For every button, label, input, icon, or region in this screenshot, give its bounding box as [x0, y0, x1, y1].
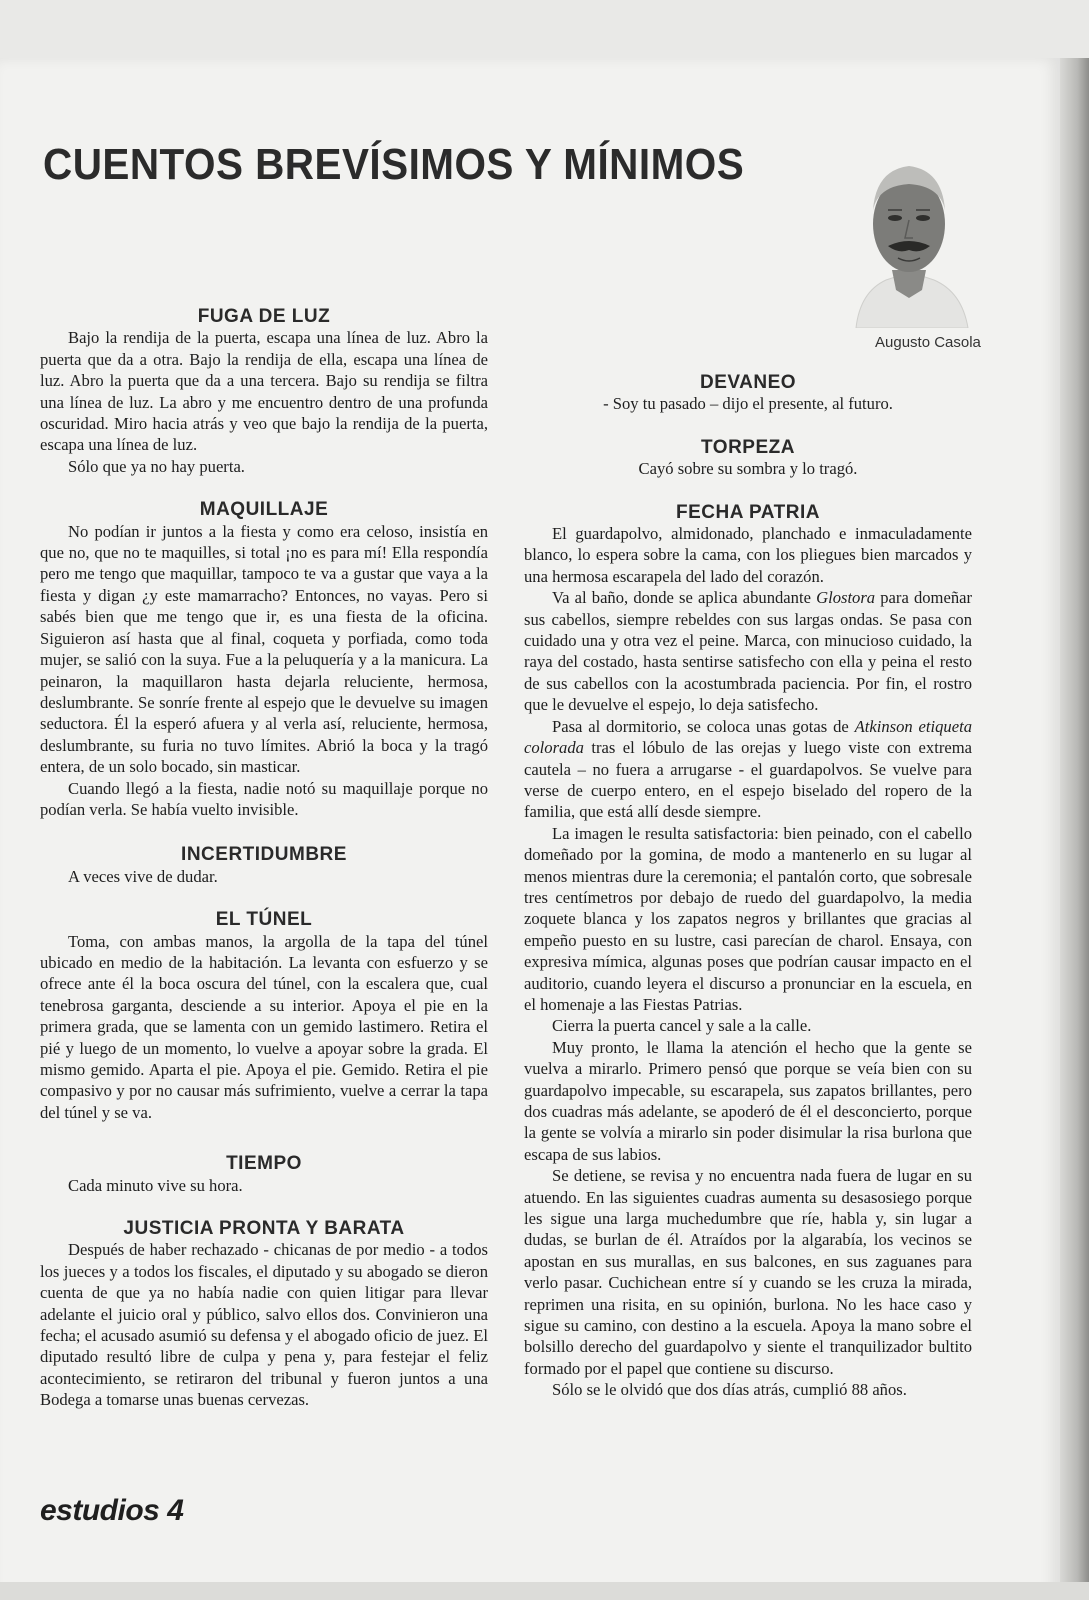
heading-fuga-de-luz: FUGA DE LUZ	[197, 306, 331, 327]
author-caption: Augusto Casola	[875, 334, 981, 351]
heading-devaneo: DEVANEO	[699, 372, 797, 393]
fecha-p2-start: Va al baño, donde se aplica abundante	[552, 588, 817, 608]
heading-tiempo: TIEMPO	[226, 1153, 302, 1175]
heading-fecha-patria: FECHA PATRIA	[676, 501, 820, 523]
heading-torpeza: TORPEZA	[701, 436, 795, 458]
incertidumbre-paragraph: A veces vive de dudar.	[68, 866, 218, 886]
fecha-paragraph-1: El guardapolvo, almidonado, planchado e inmaculadamente blanco, lo espera sobre la cama, con los pliegues bien marcados y una hermosa escarapela del lado del corazón.	[524, 524, 972, 586]
scan-bottom-margin	[0, 1582, 1089, 1600]
fecha-paragraph-2	[524, 587, 972, 715]
fecha-p3-start: Pasa al dormitorio, se coloca unas gotas de	[552, 716, 855, 736]
fecha-p3-end: tras el lóbulo de las orejas y luego viste con extrema cautela – no fuera a arrugarse - el guardapolvos. Se vuelve para verse de cuerpo entero, en el espejo biselado del ropero de la familia, que está allí desde siempre.	[524, 738, 972, 822]
fecha-paragraph-5: Cierra la puerta cancel y sale a la calle.	[552, 1016, 812, 1036]
fecha-p2-end: para domeñar sus cabellos, siempre rebeldes con sus largas ondas. Se pasa con cuidado una y otra vez el peine. Marca, con minucioso cuidado, la raya del costado, hasta sentirse satisfecho con ella y peina el resto de sus cabellos con la acostumbrada paciencia. Por fin, el rostro que le devuelve el espejo, lo deja satisfecho.	[524, 588, 973, 715]
fecha-paragraph-8: Sólo se le olvidó que dos días atrás, cumplió 88 años.	[552, 1380, 907, 1400]
fecha-paragraph-4: La imagen le resulta satisfactoria: bien peinado, con el cabello domeñado por la gomina, de modo a mantenerlo en su lugar al menos mientras dure la ceremonia; el pantalón corto, que sobresale tres centímetros por debajo de ruedo del guardapolvo, la media zoquete blanca y los zapatos negros y brillantes que gracias al empeño puesto en su lustre, casi parecían de charol. Ensaya, con expresiva mímica, algunas poses que podrían causar impacto en el auditorio, cuando leyera el discurso a pronunciar en la escuela, en el homenaje a las Fiestas Patrias.	[524, 823, 972, 1014]
left-column	[40, 306, 488, 1411]
justicia-paragraph: Después de haber rechazado - chicanas de por medio - a todos los jueces y a todos los fiscales, el diputado y su abogado se dieron cuenta de que ya no había nadie con quien litigar para llevar adelante el juicio oral y público, salvo ellos dos. Convinieron una fecha; el acusado asumió su defensa y el abogado oficio de juez. El diputado resultó libre de culpa y pena y, para festejar el feliz acontecimiento, se retiraron del tribunal y fueron juntos a una Bodega a tomarse unas buenas cervezas.	[40, 1240, 488, 1410]
fuga-paragraph-1: Bajo la rendija de la puerta, escapa una línea de luz. Abro la puerta que da a otra. Bajo la rendija de ella, escapa una línea de luz. Abro la puerta que da a una tercera. Bajo su rendija se filtra una línea de luz. La abro y me encuentro dentro de una profunda oscuridad. Miro hacia atrás y veo que bajo la rendija de la puerta, escapa una línea de luz.	[40, 328, 488, 455]
maquillaje-paragraph-1: No podían ir juntos a la fiesta y como era celoso, insistía en que no, que no te maquilles, si total ¡no es para mí! Ella respondía pero me tengo que maquillar, tampoco te va a gustar que vaya a la fiesta y digan ¿y este mamarracho? Entonces, no vayas. Pero si sabés bien que me tengo que ir, es una fiesta de la oficina. Siguieron así hasta que al final, coqueta y porfiada, como toda mujer, se salió con la suya. Fue a la peluquería y a la manicura. La peinaron, la maquillaron hasta dejarla reluciente, hermosa, deslumbrante. Se sonríe frente al espejo que le devuelve su imagen seductora. Él la esperó afuera y al verla así, reluciente, hermosa, deslumbrante, su furia no tuvo límites. Abrió la boca y la tragó entera, de un solo bocado, sin masticar.	[40, 521, 488, 777]
right-column	[524, 372, 972, 1401]
page-edge-shadow	[1060, 58, 1089, 1600]
heading-el-tunel: EL TÚNEL	[215, 909, 313, 931]
heading-maquillaje: MAQUILLAJE	[199, 499, 329, 521]
fuga-paragraph-2: Sólo que ya no hay puerta.	[68, 456, 245, 476]
fecha-paragraph-3	[524, 716, 972, 823]
fecha-paragraph-7: Se detiene, se revisa y no encuentra nada fuera de lugar en su atuendo. En las siguientes cuadras aumenta su desasosiego porque les sigue una larga muchedumbre que ríe, habla y, sin lugar a dudas, se burlan de él. Atraídos por la algarabía, los vecinos se apostan en sus murallas, en sus balcones, en sus zaguanes para verlo pasar. Cuchichean entre sí y cuando se les cruza la mirada, reprimen una risita, en su opinión, burlona. No les hace caso y sigue su camino, con destino a la escuela. Apoya la mano sobre el bolsillo derecho del guardapolvo y siente el tranquilizador bultito formado por el papel que contiene su discurso.	[524, 1166, 972, 1378]
heading-incertidumbre: INCERTIDUMBRE	[181, 844, 347, 866]
atkinson-brand: Atkinson etiqueta colorada	[524, 716, 973, 758]
heading-justicia: JUSTICIA PRONTA Y BARATA	[123, 1218, 405, 1240]
tunel-paragraph: Toma, con ambas manos, la argolla de la tapa del túnel ubicado en medio de la habitación. La levanta con esfuerzo y se ofrece ante él la boca oscura del túnel, con la escalera que, cual tenebrosa garganta, desciende a su interior. Apoya el pie en la primera grada, que se lamenta con un gemido lastimero. Retira el pié y luego de un momento, lo vuelve a apoyar sobre la grada. El mismo gemido. Aparta el pie. Apoya el pie. Gemido. Retira el pie compasivo y por no causar más sufrimiento, vuelve a cerrar la tapa del túnel y se va.	[40, 931, 488, 1122]
maquillaje-paragraph-2: Cuando llegó a la fiesta, nadie notó su maquillaje porque no podían verla. Se había vuelto invisible.	[40, 778, 488, 819]
glostora-brand: Glostora	[816, 588, 876, 608]
fecha-paragraph-6: Muy pronto, le llama la atención el hecho que la gente se vuelva a mirarlo. Primero pensó que porque se veía bien con su guardapolvo impecable, su escarapela, sus zapatos brillantes, pero dos cuadras más adelante, se apoderó de él el desconcierto, porque la gente se volvía a mirarlo sin poder disimular la risa burlona que escapa de sus labios.	[524, 1037, 972, 1164]
devaneo-paragraph: - Soy tu pasado – dijo el presente, al futuro.	[603, 394, 893, 414]
torpeza-paragraph: Cayó sobre su sombra y lo tragó.	[638, 459, 858, 479]
author-portrait	[846, 152, 972, 328]
tiempo-paragraph: Cada minuto vive su hora.	[68, 1175, 243, 1195]
magazine-footer-logo: estudios 4	[40, 1494, 184, 1527]
scan-top-margin	[0, 0, 1089, 58]
page-title: CUENTOS BREVÍSIMOS Y MÍNIMOS	[43, 140, 745, 189]
